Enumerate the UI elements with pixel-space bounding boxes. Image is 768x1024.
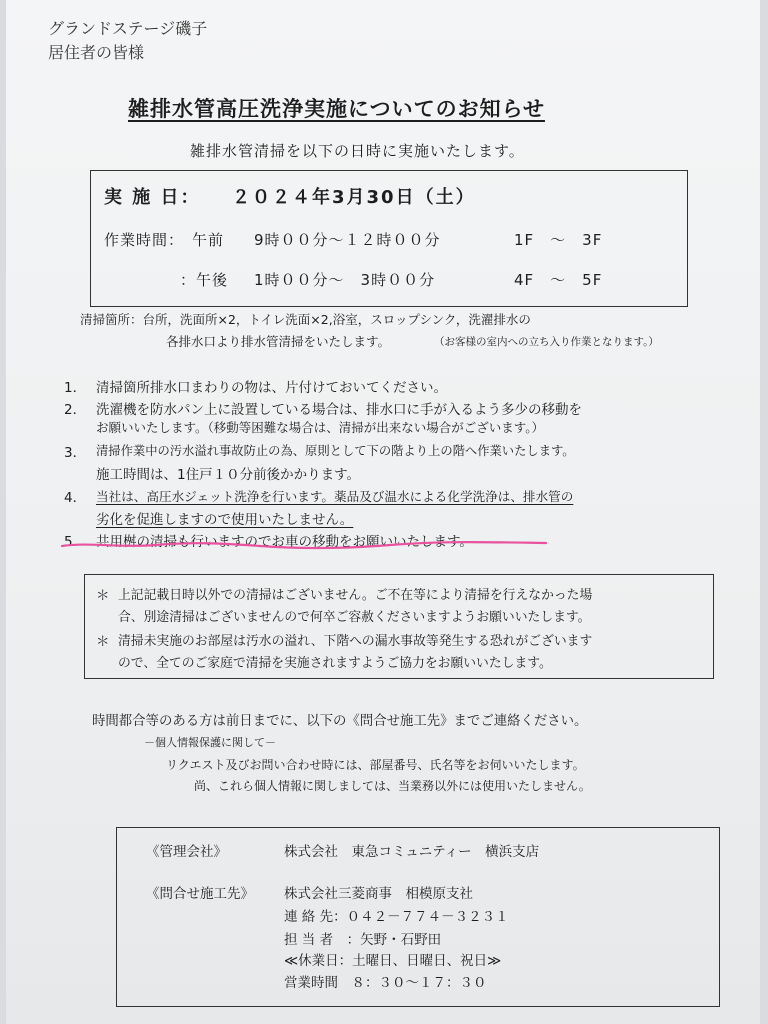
highlight-underline [60, 534, 550, 554]
subtitle: 雑排水管清掃を以下の日時に実施いたします。 [190, 142, 525, 160]
locations-line1: 清掃箇所：台所，洗面所×2，トイレ洗面×2,浴室，スロップシンク，洗濯排水の [80, 312, 531, 327]
contact-holidays: ≪休業日：土曜日、日曜日、祝日≫ [284, 953, 502, 969]
contact-hours: 営業時間 ８：３０～１７：３０ [284, 975, 487, 991]
addressee: 居住者の皆様 [48, 43, 145, 62]
page-title: 雑排水管高圧洗浄実施についてのお知らせ [128, 97, 545, 121]
note-1-text-2: 合、別途清掃はございませんので何卒ご容赦くださいますようお願いいたします。 [118, 610, 591, 625]
item-4-num: 4． [64, 490, 87, 506]
privacy-line2: 尚、これら個人情報に関しましては、当業務以外には使用いたしません。 [194, 779, 591, 793]
locations-note: （お客様の室内への立ち入り作業となります。） [434, 336, 659, 348]
item-3-text-2: 施工時間は、1住戸１０分前後かかります。 [96, 467, 361, 483]
pm-time: 1時００分～ 3時００分 [254, 271, 436, 289]
item-4-text-2: 劣化を促進しますので使用いたしません。 [96, 512, 354, 528]
am-label: 午前 [192, 231, 225, 249]
privacy-heading: －個人情報保護に関して－ [144, 736, 276, 749]
note-2-text-1: 清掃未実施のお部屋は汚水の溢れ、下階への漏水事故等発生する恐れがございます [118, 634, 593, 649]
date-label: 実 施 日： [104, 187, 201, 208]
contact-person: 担 当 者 ：矢野・石野田 [284, 932, 442, 948]
item-1-num: 1． [64, 380, 87, 396]
item-3-text-1: 清掃作業中の汚水溢れ事故防止の為、原則として下の階より上の階へ作業いたします。 [96, 444, 575, 458]
locations-line2: 各排水口より排水管清掃をいたします。 [166, 334, 391, 349]
pm-floors: 4F ～ 5F [514, 271, 603, 289]
time-label: 作業時間： [104, 231, 185, 249]
privacy-line1: リクエスト及びお問い合わせ時には、部屋番号、氏名等をお伺いいたします。 [166, 758, 585, 772]
item-2-text-2: お願いいたします。（移動等困難な場合は、清掃が出来ない場合がございます。） [96, 420, 545, 435]
note-1-text-1: 上記記載日時以外での清掃はございません。ご不在等により清掃を行えなかった場 [118, 588, 593, 603]
item-3-num: 3． [64, 445, 87, 461]
item-2-num: 2． [64, 402, 87, 418]
note-2-mark: ＊ [96, 634, 110, 650]
am-floors: 1F ～ 3F [514, 231, 603, 249]
item-2-text-1: 洗濯機を防水パン上に設置している場合は、排水口に手が入るよう多少の移動を [96, 402, 582, 418]
contact-intro: 時間都合等のある方は前日までに、以下の《問合せ施工先》までご連絡ください。 [92, 714, 588, 729]
note-2-text-2: ので、全てのご家庭で清掃を実施されますようご協力をお願いいたします。 [118, 656, 552, 671]
am-time: 9時００分～１２時００分 [254, 231, 441, 249]
building-name: グランドステージ磯子 [48, 19, 208, 38]
pm-label: ：午後 [180, 271, 229, 289]
mgmt-value: 株式会社 東急コミュニティー 横浜支店 [284, 844, 540, 860]
item-1-text: 清掃箇所排水口まわりの物は、片付けておいてください。 [96, 380, 447, 396]
date-value: ２０２４年3月30日（土） [232, 187, 476, 208]
contact-phone: 連 絡 先：０４２－７７４－３２３１ [284, 909, 509, 925]
mgmt-label: 《管理会社》 [146, 844, 227, 860]
item-4-text-1: 当社は、高圧水ジェット洗浄を行います。薬品及び温水による化学洗浄は、排水管の [96, 489, 574, 504]
note-1-mark: ＊ [96, 588, 110, 604]
contractor-value: 株式会社三菱商事 相模原支社 [284, 886, 473, 902]
item-5-num: 5． [64, 534, 87, 550]
item-5-text: 共用桝の清掃も行いますのでお車の移動をお願いいたします。 [96, 534, 473, 550]
contractor-label: 《問合せ施工先》 [146, 886, 254, 902]
